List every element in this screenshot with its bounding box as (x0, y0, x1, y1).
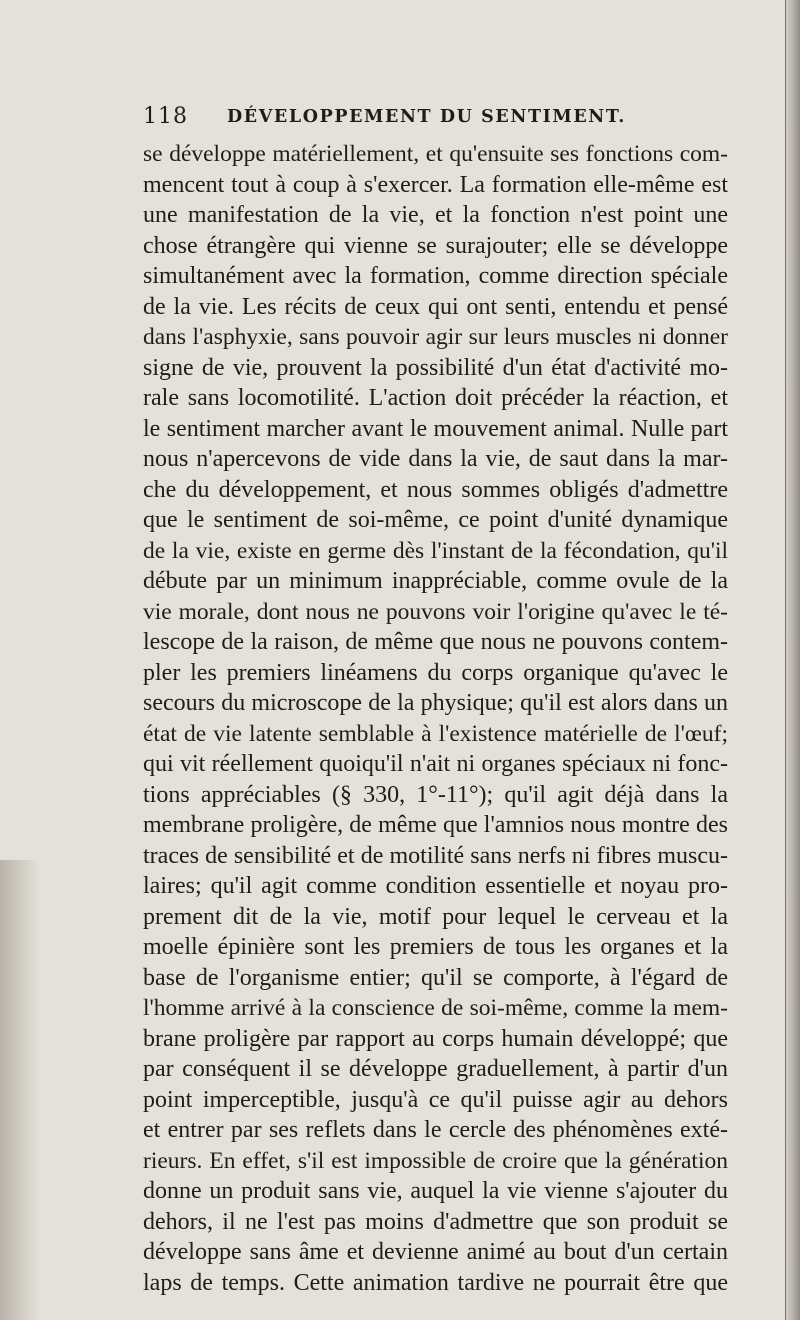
text-line: point imperceptible, jusqu'à ce qu'il puisse agir au dehors (143, 1086, 728, 1113)
text-line: che du développement, et nous sommes obligés d'admettre (143, 476, 728, 503)
text-line: de la vie. Les récits de ceux qui ont senti, entendu et pensé (143, 293, 728, 320)
body-text (143, 139, 728, 1298)
text-line: donne un produit sans vie, auquel la vie vienne s'ajouter du (143, 1178, 728, 1204)
text-line: laires; qu'il agit comme condition essentielle et noyau pro- (143, 873, 728, 899)
running-title: DÉVELOPPEMENT DU SENTIMENT. (227, 107, 626, 127)
page-number: 118 (143, 104, 188, 129)
text-line: simultanément avec la formation, comme direction spéciale (143, 263, 728, 289)
page-edge-shadow (0, 860, 40, 1320)
text-line: prement dit de la vie, motif pour lequel le cerveau et la (143, 903, 728, 930)
text-line: base de l'organisme entier; qu'il se comporte, à l'égard de (143, 964, 728, 991)
text-line: dans l'asphyxie, sans pouvoir agir sur leurs muscles ni donner (143, 324, 728, 350)
text-line: une manifestation de la vie, et la fonction n'est point une (143, 202, 728, 228)
text-line: traces de sensibilité et de motilité sans nerfs ni fibres muscu- (143, 842, 728, 869)
text-line: mencent tout à coup à s'exercer. La formation elle-même est (143, 171, 728, 198)
text-line: se développe matériellement, et qu'ensuite ses fonctions com- (143, 141, 728, 167)
text-line: lescope de la raison, de même que nous ne pouvons contem- (143, 629, 728, 655)
text-line: vie morale, dont nous ne pouvons voir l'origine qu'avec le té- (143, 598, 728, 625)
text-line: de la vie, existe en germe dès l'instant de la fécondation, qu'il (143, 537, 728, 564)
text-line: que le sentiment de soi-même, ce point d'unité dynamique (143, 507, 728, 533)
text-line: chose étrangère qui vienne se surajouter; elle se développe (143, 232, 728, 259)
book-spine (786, 0, 800, 1320)
text-line: et entrer par ses reflets dans le cercle des phénomènes exté- (143, 1117, 728, 1143)
text-line: membrane proligère, de même que l'amnios nous montre des (143, 812, 728, 838)
text-line: laps de temps. Cette animation tardive ne pourrait être que (143, 1269, 728, 1296)
text-line: nous n'apercevons de vide dans la vie, de saut dans la mar- (143, 446, 728, 472)
text-line: rale sans locomotilité. L'action doit précéder la réaction, et (143, 385, 728, 411)
running-header (143, 104, 723, 134)
text-line: moelle épinière sont les premiers de tous les organes et la (143, 934, 728, 960)
text-line: brane proligère par rapport au corps humain développé; que (143, 1025, 728, 1052)
text-line: par conséquent il se développe graduellement, à partir d'un (143, 1056, 728, 1082)
text-line: rieurs. En effet, s'il est impossible de croire que la génération (143, 1147, 728, 1174)
text-line: le sentiment marcher avant le mouvement animal. Nulle part (143, 415, 728, 442)
text-line: pler les premiers linéamens du corps organique qu'avec le (143, 659, 728, 686)
text-line: dehors, il ne l'est pas moins d'admettre que son produit se (143, 1208, 728, 1235)
text-line: qui vit réellement quoiqu'il n'ait ni organes spéciaux ni fonc- (143, 751, 728, 777)
text-line: développe sans âme et devienne animé au bout d'un certain (143, 1239, 728, 1265)
text-line: signe de vie, prouvent la possibilité d'un état d'activité mo- (143, 354, 728, 381)
text-line: secours du microscope de la physique; qu'il est alors dans un (143, 690, 728, 716)
text-line: état de vie latente semblable à l'existence matérielle de l'œuf; (143, 720, 728, 747)
text-line: débute par un minimum inappréciable, comme ovule de la (143, 568, 728, 594)
text-line: l'homme arrivé à la conscience de soi-même, comme la mem- (143, 995, 728, 1021)
text-line: tions appréciables (§ 330, 1°-11°); qu'il agit déjà dans la (143, 781, 728, 808)
